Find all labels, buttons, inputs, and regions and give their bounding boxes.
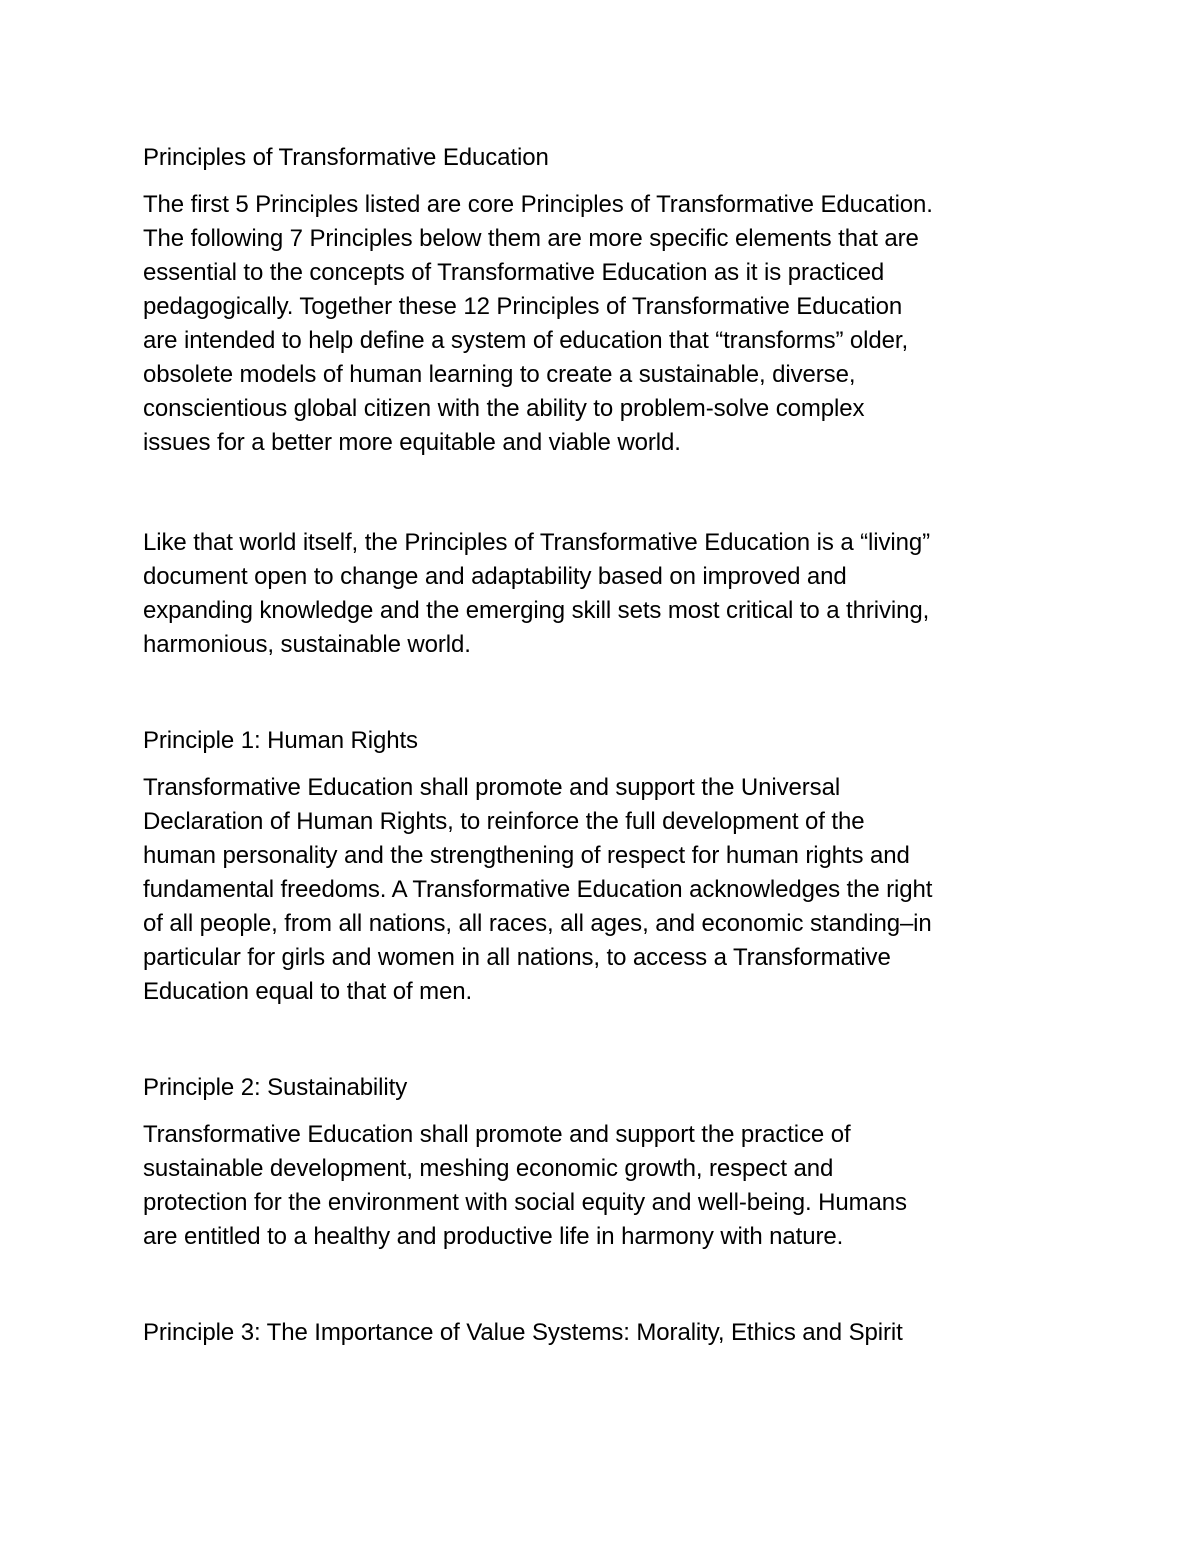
text-line: particular for girls and women in all nations, to access a Transformative [143,944,891,971]
principle-heading: Principle 1: Human Rights [143,727,418,754]
text-line: of all people, from all nations, all races, all ages, and economic standing–in [143,910,932,937]
text-line: fundamental freedoms. A Transformative Education acknowledges the right [143,876,933,903]
text-line: The first 5 Principles listed are core Principles of Transformative Education. [143,191,933,218]
principle-heading: Principle 3: The Importance of Value Systems: Morality, Ethics and Spirit [143,1319,903,1346]
intro-paragraph [143,188,1063,460]
text-line: protection for the environment with social equity and well-being. Humans [143,1189,907,1216]
text-line: are intended to help define a system of education that “transforms” older, [143,327,909,354]
text-line: Transformative Education shall promote and support the practice of [143,1121,851,1148]
text-line: sustainable development, meshing economic growth, respect and [143,1155,834,1182]
document-page [143,141,1063,1363]
text-line: harmonious, sustainable world. [143,631,471,658]
text-line: expanding knowledge and the emerging skill sets most critical to a thriving, [143,597,930,624]
text-line: Transformative Education shall promote and support the Universal [143,774,841,801]
paragraph-spacer [143,1009,1063,1071]
paragraph-spacer [143,662,1063,724]
principle-2-section [143,1071,1063,1254]
text-line: The following 7 Principles below them are more specific elements that are [143,225,919,252]
text-line: pedagogically. Together these 12 Principles of Transformative Education [143,293,903,320]
text-line: Declaration of Human Rights, to reinforce the full development of the [143,808,865,835]
text-line: obsolete models of human learning to create a sustainable, diverse, [143,361,856,388]
principle-3-section [143,1316,1063,1350]
text-line: issues for a better more equitable and viable world. [143,429,681,456]
paragraph-spacer [143,1254,1063,1316]
document-title: Principles of Transformative Education [143,144,549,171]
text-line: Education equal to that of men. [143,978,473,1005]
principle-heading: Principle 2: Sustainability [143,1074,408,1101]
text-line: human personality and the strengthening of respect for human rights and [143,842,910,869]
text-line: essential to the concepts of Transformative Education as it is practiced [143,259,885,286]
principle-1-section [143,724,1063,1009]
living-document-paragraph [143,526,1063,662]
text-line: are entitled to a healthy and productive life in harmony with nature. [143,1223,844,1250]
text-line: Like that world itself, the Principles of Transformative Education is a “living” [143,529,931,556]
paragraph-spacer [143,460,1063,526]
text-line: document open to change and adaptability based on improved and [143,563,847,590]
text-line: conscientious global citizen with the ability to problem-solve complex [143,395,865,422]
